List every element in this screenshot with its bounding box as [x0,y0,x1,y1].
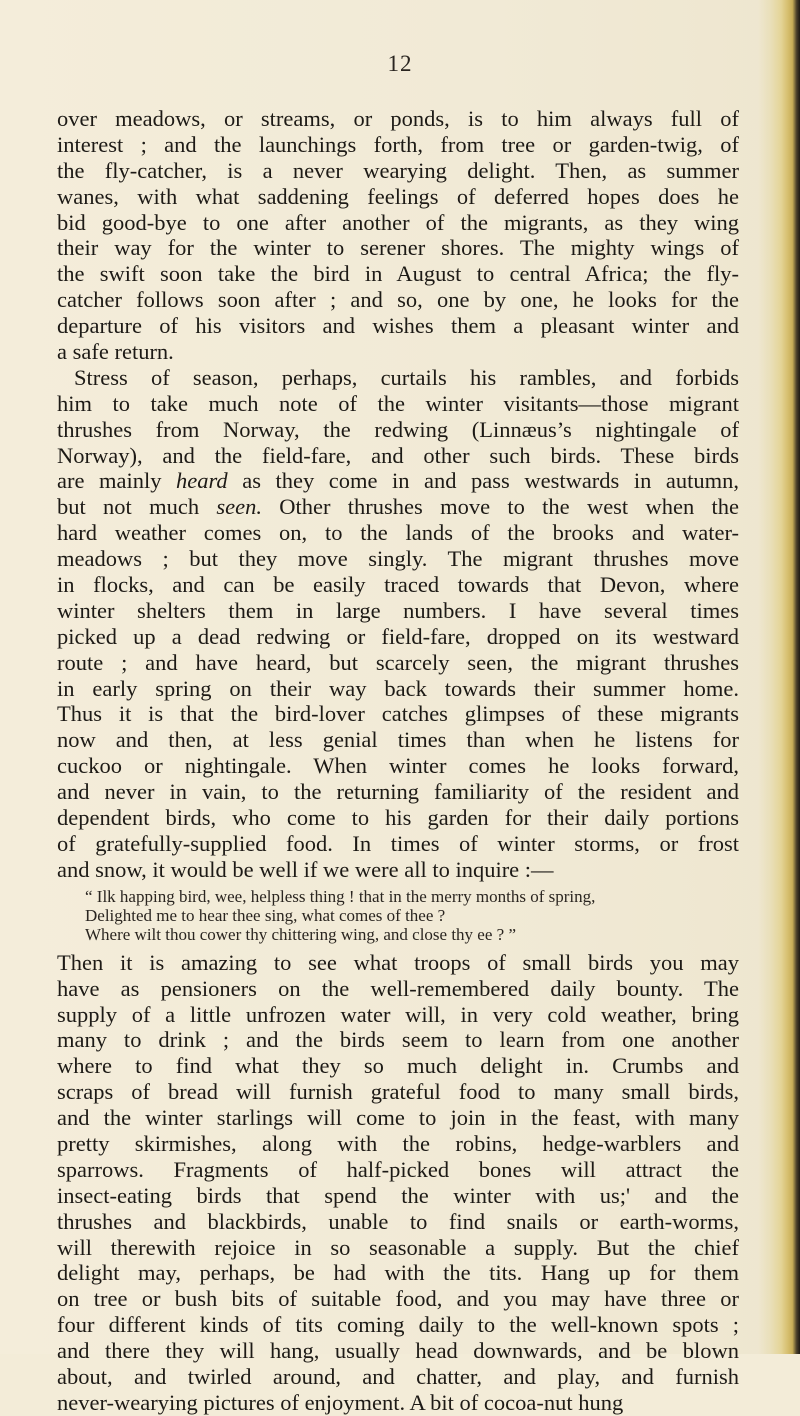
text-line: a safe return. [57,339,174,365]
text-line: about, and twirled around, and chatter, and play, and furnish [57,1363,739,1389]
text-line: on tree or bush bits of suitable food, and you may have three or [57,1286,739,1312]
text-line: bid good-bye to one after another of the migrants, as they wing [57,209,739,235]
text-line: thrushes and blackbirds, unable to find snails or earth-worms, [57,1208,739,1234]
text-line: meadows ; but they move singly. The migrant thrushes move [57,546,739,572]
text-line: insect-eating birds that spend the winter with us;' and the [57,1182,739,1208]
text-run: as they come in and pass westwards in autumn, [227,468,739,494]
text-line: the swift soon take the bird in August to central Africa; the fly- [57,261,739,287]
text-line: interest ; and the launchings forth, from tree or garden-twig, of [57,131,739,157]
text-line: and the winter starlings will come to join in the feast, with many [57,1105,739,1131]
text-line: thrushes from Norway, the redwing (Linnæus’s nightingale of [57,416,739,442]
text-run: Norway), and the field-fare, and other such birds. These birds [57,442,739,468]
italic-word: heard [176,468,228,494]
text-line: hard weather comes on, to the lands of the brooks and water- [57,520,739,546]
paragraph-winter-birds [57,950,739,1416]
text-line: Stress of season, perhaps, curtails his rambles, and forbids [74,364,739,390]
text-line: have as pensioners on the well-remembered daily bounty. The [57,975,739,1001]
text-line: four different kinds of tits coming daily to the well-known spots ; [57,1312,739,1338]
text-line: wanes, with what saddening feelings of deferred hopes does he [57,183,739,209]
text-line: supply of a little unfrozen water will, in very cold weather, bring [57,1001,739,1027]
text-line: picked up a dead redwing or field-fare, dropped on its westward [57,623,739,649]
text-line: the fly-catcher, is a never wearying delight. Then, as summer [57,157,739,183]
text-run: are mainly [57,468,177,494]
text-line: pretty skirmishes, along with the robins, hedge-warblers and [57,1130,739,1156]
page-edge-shadow [758,0,800,1354]
text-line: will therewith rejoice in so seasonable a supply. But the chief [57,1234,739,1260]
text-line: departure of his visitors and wishes them a pleasant winter and [57,313,739,339]
text-line: of gratefully-supplied food. In times of winter storms, or frost [57,830,739,856]
text-line: their way for the winter to serener shores. The mighty wings of [57,235,739,261]
text-run: but not much [57,494,217,520]
body-text [57,106,739,1416]
text-line: and there they will hang, usually head downwards, and be blown [57,1338,739,1364]
text-line: in early spring on their way back towards their summer home. [57,675,739,701]
text-line: and snow, it would be well if we were all to inquire :— [57,856,554,882]
text-line: route ; and have heard, but scarcely seen, the migrant thrushes [57,649,739,675]
verse-line: Delighted me to hear thee sing, what comes of thee ? [85,905,446,925]
paragraph-migrants [57,106,739,883]
text-line: Then it is amazing to see what troops of small birds you may [57,949,739,975]
text-line: now and then, at less genial times than when he listens for [57,727,739,753]
page-number: 12 [387,51,413,76]
verse-line: Where wilt thou cower thy chittering wing, and close thy ee ? ” [85,924,516,944]
text-line: winter shelters them in large numbers. I have several times [57,597,739,623]
text-line: and never in vain, to the returning familiarity of the resident and [57,779,739,805]
text-line [57,443,739,469]
text-line: him to take much note of the winter visitants—those migrant [57,390,739,416]
text-line: sparrows. Fragments of half-picked bones will attract the [57,1156,739,1182]
text-line: over meadows, or streams, or ponds, is to him always full of [57,106,739,131]
text-line: scraps of bread will furnish grateful food to many small birds, [57,1079,739,1105]
italic-word: seen. [216,494,262,520]
text-line: catcher follows soon after ; and so, one by one, he looks for the [57,287,739,313]
text-line: where to find what they so much delight in. Crumbs and [57,1053,739,1079]
verse-quotation [57,887,739,944]
text-line: in flocks, and can be easily traced towards that Devon, where [57,572,739,598]
verse-line: “ Ilk happing bird, wee, helpless thing ! that in the merry months of spring, [85,886,596,906]
text-line: Thus it is that the bird-lover catches glimpses of these migrants [57,701,739,727]
text-line: delight may, perhaps, be had with the tits. Hang up for them [57,1260,739,1286]
text-line: dependent birds, who come to his garden for their daily portions [57,805,739,831]
text-line: many to drink ; and the birds seem to learn from one another [57,1027,739,1053]
text-line [57,468,739,494]
text-line [57,494,739,520]
text-run: Other thrushes move to the west when the [261,494,739,520]
text-line: never-wearying pictures of enjoyment. A bit of cocoa-nut hung [57,1389,624,1415]
text-line: cuckoo or nightingale. When winter comes he looks forward, [57,753,739,779]
